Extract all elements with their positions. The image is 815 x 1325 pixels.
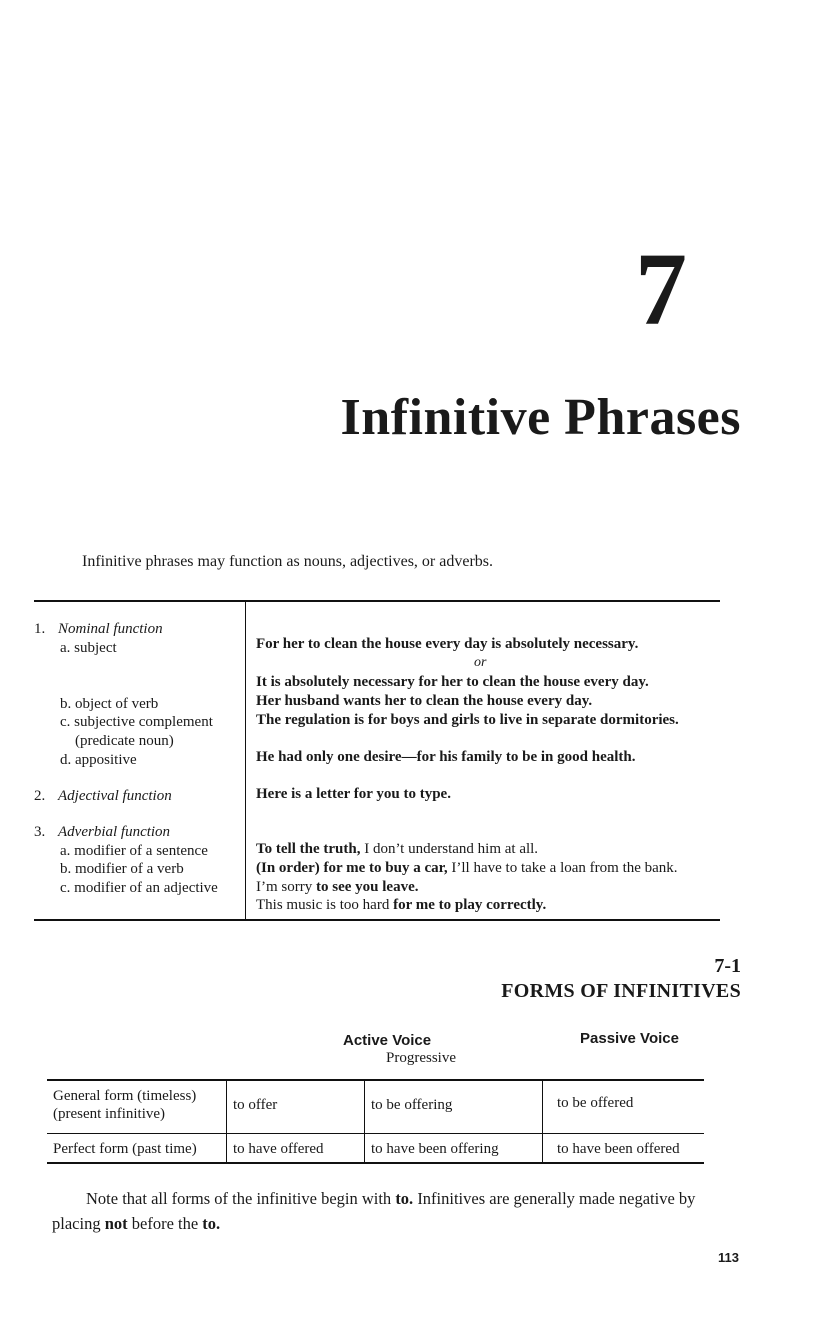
row-label: General form (timeless): [53, 1088, 197, 1104]
adjectival-function-heading: Adjectival function: [58, 788, 172, 804]
item-number: 2.: [34, 788, 46, 804]
example-bold: He had only one desire—for his family to be in good health.: [256, 749, 636, 765]
example-sentence: [256, 692, 592, 710]
example-bold: for me to play correctly.: [393, 897, 547, 913]
example-sentence: [256, 785, 451, 803]
example-sentence: [256, 635, 638, 653]
row-label-cell: [47, 1134, 227, 1164]
passive-form-cell: to have been offered: [543, 1134, 705, 1164]
intro-text: Infinitive phrases may function as nouns, adjectives, or adverbs.: [82, 553, 493, 570]
predicate-noun-label: (predicate noun): [75, 733, 174, 749]
example-plain: I’ll have to take a loan from the bank.: [447, 860, 678, 876]
object-of-verb-label: b. object of verb: [60, 696, 159, 712]
item-number: 3.: [34, 824, 46, 840]
active-form-cell: to have offered: [227, 1134, 365, 1164]
appositive-label: d. appositive: [60, 752, 137, 768]
example-sentence: [256, 711, 679, 729]
modifier-of-sentence-label: a. modifier of a sentence: [60, 843, 208, 859]
example-sentence: [256, 840, 538, 858]
functions-table: [34, 600, 720, 921]
note-emphasis: to.: [202, 1214, 221, 1233]
active-voice-header: Active Voice: [343, 1032, 432, 1049]
example-bold: Her husband wants her to clean the house every day.: [256, 693, 593, 709]
example-sentence: [256, 673, 649, 691]
table-divider: [245, 602, 246, 919]
subject-label: a. subject: [60, 640, 117, 656]
item-number: 1.: [34, 621, 46, 637]
example-bold: to see you leave.: [316, 879, 419, 895]
table-row: [47, 1080, 704, 1134]
page-number: 113: [718, 1250, 739, 1265]
modifier-of-adjective-label: c. modifier of an adjective: [60, 880, 218, 896]
example-plain: I’m sorry: [256, 879, 316, 895]
active-form-cell: to offer: [227, 1080, 365, 1134]
example-bold: For her to clean the house every day is absolutely necessary.: [256, 636, 639, 652]
nominal-function-heading: Nominal function: [58, 621, 163, 637]
section-number: 7-1: [714, 955, 741, 977]
modifier-of-verb-label: b. modifier of a verb: [60, 861, 184, 877]
chapter-number: 7: [635, 232, 687, 347]
progressive-header: Progressive: [386, 1050, 456, 1066]
example-bold: Here is a letter for you to type.: [256, 786, 451, 802]
example-sentence: [256, 896, 546, 914]
chapter-title: Infinitive Phrases: [340, 389, 741, 446]
table-row: [47, 1134, 704, 1164]
note-text: Note that all forms of the infinitive begin with: [86, 1189, 396, 1208]
example-bold: To tell the truth,: [256, 841, 361, 857]
example-sentence: [256, 748, 635, 766]
passive-form-cell: to be offered: [543, 1080, 705, 1134]
note-text: before the: [127, 1214, 203, 1233]
note-paragraph: [52, 1186, 742, 1236]
subjective-complement-label: c. subjective complement: [60, 714, 213, 730]
progressive-form-cell: to be offering: [365, 1080, 543, 1134]
example-bold: It is absolutely necessary for her to clean the house every day.: [256, 674, 649, 690]
row-label: Perfect form (past time): [53, 1141, 197, 1157]
note-text: Infinitives are generally made negative by placing: [52, 1189, 696, 1233]
progressive-form-cell: to have been offering: [365, 1134, 543, 1164]
or-label: or: [474, 655, 487, 670]
row-label-cell: [47, 1080, 227, 1134]
example-sentence: [256, 859, 678, 877]
forms-table: [47, 1079, 704, 1164]
row-sublabel: (present infinitive): [53, 1106, 166, 1122]
passive-voice-header: Passive Voice: [580, 1030, 679, 1047]
example-sentence: [256, 878, 418, 896]
adverbial-function-heading: Adverbial function: [58, 824, 171, 840]
example-plain: This music is too hard: [256, 897, 394, 913]
example-plain: I don’t understand him at all.: [360, 841, 539, 857]
example-bold: The regulation is for boys and girls to live in separate dormitories.: [256, 712, 679, 728]
note-emphasis: to.: [395, 1189, 414, 1208]
example-bold: (In order) for me to buy a car,: [256, 860, 448, 876]
section-title: FORMS OF INFINITIVES: [501, 980, 741, 1002]
note-emphasis: not: [104, 1214, 128, 1233]
